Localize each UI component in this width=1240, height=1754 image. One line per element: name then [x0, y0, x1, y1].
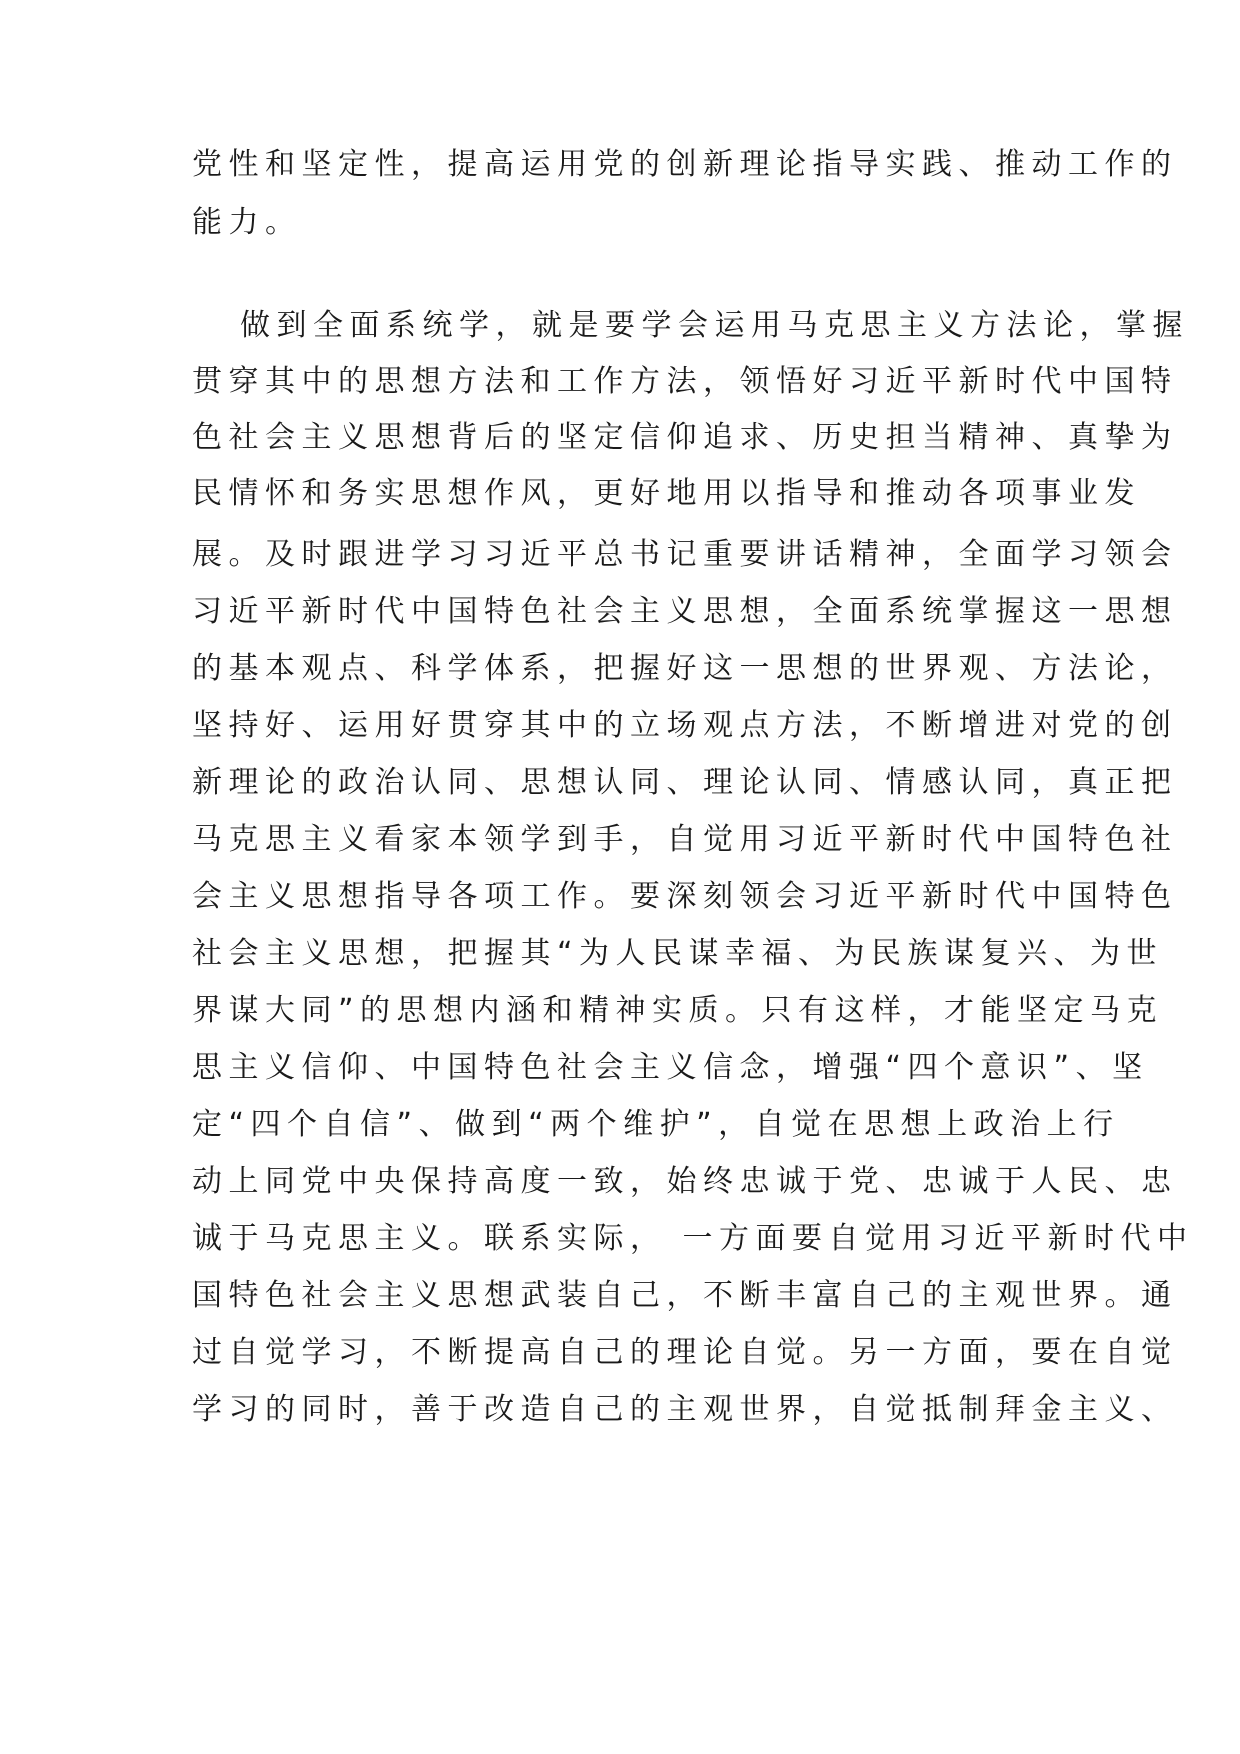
text-line: 马克思主义看家本领学到手，自觉用习近平新时代中国特色社: [192, 822, 1178, 857]
text-line: 习近平新时代中国特色社会主义思想，全面系统掌握这一思想: [192, 594, 1178, 629]
text-line: 动上同党中央保持高度一致，始终忠诚于党、忠诚于人民、忠: [192, 1164, 1178, 1199]
text-line: 社会主义思想，把握其“为人民谋幸福、为民族谋复兴、为世: [192, 936, 1164, 971]
paragraph-first-line: 做到全面系统学，就是要学会运用马克思主义方法论，掌握: [240, 308, 1189, 343]
text-line: 新理论的政治认同、思想认同、理论认同、情感认同，真正把: [192, 765, 1178, 800]
text-line: 展。及时跟进学习习近平总书记重要讲话精神，全面学习领会: [192, 537, 1178, 572]
text-line: 界谋大同”的思想内涵和精神实质。只有这样，才能坚定马克: [192, 993, 1164, 1028]
text-line: 贯穿其中的思想方法和工作方法，领悟好习近平新时代中国特: [192, 364, 1178, 399]
text-line: 色社会主义思想背后的坚定信仰追求、历史担当精神、真挚为: [192, 420, 1178, 455]
text-line: 学习的同时，善于改造自己的主观世界，自觉抵制拜金主义、: [192, 1392, 1178, 1427]
text-line: 会主义思想指导各项工作。要深刻领会习近平新时代中国特色: [192, 879, 1178, 914]
text-line: 能力。: [192, 205, 302, 240]
text-line: 国特色社会主义思想武装自己，不断丰富自己的主观世界。通: [192, 1278, 1178, 1313]
text-line: 过自觉学习，不断提高自己的理论自觉。另一方面，要在自觉: [192, 1335, 1178, 1370]
text-line: 思主义信仰、中国特色社会主义信念，增强“四个意识”、坚: [192, 1050, 1149, 1085]
text-line: 坚持好、运用好贯穿其中的立场观点方法，不断增进对党的创: [192, 708, 1178, 743]
text-line: 诚于马克思主义。联系实际， 一方面要自觉用习近平新时代中: [192, 1221, 1194, 1256]
text-line: 定“四个自信”、做到“两个维护”，自觉在思想上政治上行: [192, 1107, 1120, 1142]
text-line: 党性和坚定性，提高运用党的创新理论指导实践、推动工作的: [192, 147, 1178, 182]
text-line: 的基本观点、科学体系，把握好这一思想的世界观、方法论，: [192, 651, 1178, 686]
text-line: 民情怀和务实思想作风，更好地用以指导和推动各项事业发: [192, 476, 1141, 511]
